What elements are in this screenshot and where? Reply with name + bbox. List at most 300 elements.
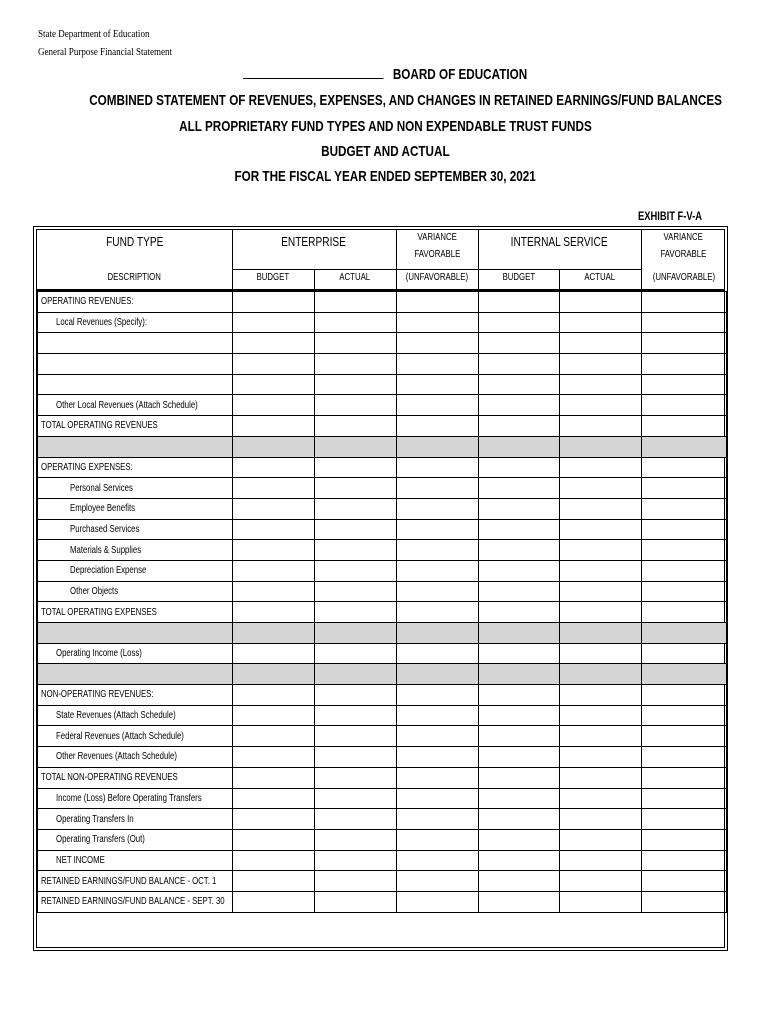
enterprise-budget-cell[interactable] (233, 498, 315, 519)
table-row (38, 312, 727, 333)
internal-actual-cell[interactable] (560, 312, 642, 333)
internal-variance-cell[interactable] (642, 498, 727, 519)
internal-variance-cell[interactable] (642, 850, 727, 871)
internal-budget-cell (479, 664, 560, 685)
enterprise-budget-cell[interactable] (233, 685, 315, 706)
internal-variance-cell[interactable] (642, 395, 727, 416)
internal-variance-cell[interactable] (642, 581, 727, 602)
enterprise-budget-cell[interactable] (233, 395, 315, 416)
table-row (38, 457, 727, 478)
internal-actual-cell[interactable] (560, 354, 642, 375)
row-description-cell (38, 829, 233, 850)
internal-budget-cell[interactable] (479, 354, 560, 375)
row-description-cell (38, 705, 233, 726)
internal-service-text: INTERNAL SERVICE (511, 234, 608, 249)
internal-budget-cell[interactable] (479, 395, 560, 416)
exhibit-text: EXHIBIT F-V-A (638, 209, 702, 223)
table-row (38, 747, 727, 768)
internal-variance-header (641, 232, 726, 243)
enterprise-actual-cell[interactable] (315, 602, 397, 623)
enterprise-variance-cell[interactable] (397, 643, 479, 664)
internal-variance-cell[interactable] (642, 809, 727, 830)
internal-unfavorable-header (641, 272, 726, 283)
internal-variance-cell[interactable] (642, 705, 727, 726)
internal-variance-cell[interactable] (642, 457, 727, 478)
enterprise-budget-cell[interactable] (233, 478, 315, 499)
internal-variance-cell[interactable] (642, 891, 727, 912)
enterprise-actual-cell[interactable] (315, 705, 397, 726)
enterprise-actual-cell[interactable] (315, 519, 397, 540)
internal-service-header (478, 234, 641, 249)
row-label: OPERATING EXPENSES: (41, 461, 133, 473)
row-label: Other Revenues (Attach Schedule) (56, 751, 177, 763)
department-name: State Department of Education (38, 28, 150, 40)
internal-actual-cell[interactable] (560, 747, 642, 768)
row-label: Purchased Services (70, 523, 140, 535)
internal-actual-cell[interactable] (560, 581, 642, 602)
internal-actual-cell[interactable] (560, 891, 642, 912)
enterprise-actual-cell[interactable] (315, 871, 397, 892)
enterprise-budget-cell[interactable] (233, 829, 315, 850)
enterprise-variance-cell[interactable] (397, 560, 479, 581)
enterprise-actual-text: ACTUAL (339, 272, 371, 283)
internal-variance-cell[interactable] (642, 643, 727, 664)
enterprise-unfavorable-header (396, 272, 478, 283)
enterprise-variance-cell[interactable] (397, 850, 479, 871)
internal-actual-cell[interactable] (560, 809, 642, 830)
table-row (38, 643, 727, 664)
row-label: TOTAL OPERATING REVENUES (41, 420, 158, 432)
row-description-cell[interactable] (38, 623, 233, 644)
internal-budget-cell[interactable] (479, 519, 560, 540)
table-row (38, 416, 727, 437)
enterprise-actual-cell[interactable] (315, 374, 397, 395)
enterprise-budget-cell[interactable] (233, 891, 315, 912)
internal-budget-cell[interactable] (479, 292, 560, 313)
internal-budget-cell[interactable] (479, 643, 560, 664)
internal-variance-cell[interactable] (642, 292, 727, 313)
table-row (38, 850, 727, 871)
internal-budget-cell[interactable] (479, 312, 560, 333)
internal-actual-cell[interactable] (560, 333, 642, 354)
enterprise-budget-header (232, 272, 314, 283)
table-row (38, 540, 727, 561)
exhibit-label (600, 209, 740, 223)
internal-variance-cell[interactable] (642, 602, 727, 623)
enterprise-variance-cell (397, 623, 479, 644)
internal-budget-cell[interactable] (479, 747, 560, 768)
row-description-cell (38, 540, 233, 561)
row-label: Materials & Supplies (70, 544, 142, 556)
internal-actual-cell[interactable] (560, 478, 642, 499)
enterprise-favorable-header (396, 249, 478, 260)
enterprise-unfavorable-text: (UNFAVORABLE) (405, 272, 469, 283)
row-description-cell (38, 581, 233, 602)
enterprise-variance-cell[interactable] (397, 333, 479, 354)
enterprise-variance-cell (397, 664, 479, 685)
row-description-cell[interactable] (38, 333, 233, 354)
enterprise-variance-cell[interactable] (397, 809, 479, 830)
enterprise-header (232, 234, 396, 249)
internal-budget-cell[interactable] (479, 498, 560, 519)
enterprise-actual-cell[interactable] (315, 478, 397, 499)
enterprise-budget-cell[interactable] (233, 809, 315, 830)
internal-actual-cell[interactable] (560, 395, 642, 416)
enterprise-budget-cell[interactable] (233, 416, 315, 437)
enterprise-variance-cell[interactable] (397, 788, 479, 809)
enterprise-actual-header (314, 272, 396, 283)
enterprise-variance-cell[interactable] (397, 354, 479, 375)
table-row (38, 705, 727, 726)
enterprise-budget-cell[interactable] (233, 850, 315, 871)
row-description-cell[interactable] (38, 354, 233, 375)
internal-budget-cell[interactable] (479, 416, 560, 437)
enterprise-budget-cell[interactable] (233, 457, 315, 478)
internal-variance-cell[interactable] (642, 416, 727, 437)
enterprise-budget-cell[interactable] (233, 354, 315, 375)
table-row (38, 333, 727, 354)
table-row (38, 395, 727, 416)
enterprise-variance-cell[interactable] (397, 519, 479, 540)
enterprise-budget-cell[interactable] (233, 560, 315, 581)
internal-actual-cell (560, 664, 642, 685)
row-description-cell (38, 478, 233, 499)
internal-variance-cell[interactable] (642, 519, 727, 540)
enterprise-actual-cell[interactable] (315, 788, 397, 809)
column-header (37, 230, 724, 291)
enterprise-budget-cell[interactable] (233, 292, 315, 313)
internal-actual-cell[interactable] (560, 519, 642, 540)
internal-actual-header (559, 272, 641, 283)
enterprise-actual-cell (315, 436, 397, 457)
title-line-2 (0, 118, 770, 135)
enterprise-variance-cell[interactable] (397, 416, 479, 437)
internal-variance-cell[interactable] (642, 354, 727, 375)
title-line-4 (0, 168, 770, 185)
row-description-cell (38, 747, 233, 768)
enterprise-budget-cell[interactable] (233, 581, 315, 602)
statement-table (37, 291, 727, 913)
row-description-cell (38, 416, 233, 437)
internal-variance-cell (642, 664, 727, 685)
enterprise-variance-cell[interactable] (397, 829, 479, 850)
enterprise-actual-cell[interactable] (315, 581, 397, 602)
board-title-line (0, 66, 770, 83)
table-row (38, 871, 727, 892)
internal-budget-cell[interactable] (479, 560, 560, 581)
internal-actual-cell[interactable] (560, 850, 642, 871)
description-text: DESCRIPTION (107, 272, 162, 283)
enterprise-budget-cell[interactable] (233, 767, 315, 788)
row-label: Other Local Revenues (Attach Schedule) (56, 399, 198, 411)
internal-budget-cell[interactable] (479, 726, 560, 747)
internal-variance-text: VARIANCE (663, 232, 704, 243)
enterprise-actual-cell[interactable] (315, 726, 397, 747)
table-row (38, 292, 727, 313)
enterprise-actual-cell (315, 623, 397, 644)
row-label: State Revenues (Attach Schedule) (56, 710, 176, 722)
enterprise-variance-cell[interactable] (397, 292, 479, 313)
internal-actual-cell[interactable] (560, 726, 642, 747)
row-label: Depreciation Expense (70, 565, 147, 577)
budget-actual-title: BUDGET AND ACTUAL (320, 143, 450, 160)
row-description-cell[interactable] (38, 436, 233, 457)
row-description-cell (38, 457, 233, 478)
grid-inner-frame (36, 229, 725, 948)
enterprise-budget-cell[interactable] (233, 788, 315, 809)
internal-actual-cell[interactable] (560, 416, 642, 437)
table-row (38, 602, 727, 623)
internal-favorable-header (641, 249, 726, 260)
enterprise-variance-cell (397, 436, 479, 457)
enterprise-budget-cell (233, 664, 315, 685)
enterprise-variance-cell[interactable] (397, 891, 479, 912)
enterprise-budget-cell[interactable] (233, 747, 315, 768)
enterprise-variance-cell[interactable] (397, 767, 479, 788)
table-row (38, 809, 727, 830)
enterprise-variance-header (396, 232, 478, 243)
internal-variance-cell[interactable] (642, 374, 727, 395)
enterprise-variance-cell[interactable] (397, 478, 479, 499)
row-description-cell (38, 519, 233, 540)
row-description-cell (38, 788, 233, 809)
internal-variance-cell[interactable] (642, 726, 727, 747)
enterprise-actual-cell[interactable] (315, 457, 397, 478)
table-row (38, 374, 727, 395)
internal-budget-cell[interactable] (479, 540, 560, 561)
board-name-blank[interactable] (243, 66, 383, 79)
internal-variance-cell[interactable] (642, 312, 727, 333)
fund-type-header (37, 234, 232, 249)
row-description-cell (38, 560, 233, 581)
table-row (38, 788, 727, 809)
internal-budget-cell[interactable] (479, 891, 560, 912)
internal-actual-cell[interactable] (560, 788, 642, 809)
internal-variance-cell (642, 436, 727, 457)
row-label: TOTAL NON-OPERATING REVENUES (41, 772, 178, 784)
enterprise-actual-cell[interactable] (315, 767, 397, 788)
internal-budget-cell[interactable] (479, 871, 560, 892)
row-label: Employee Benefits (70, 503, 136, 515)
enterprise-actual-cell[interactable] (315, 891, 397, 912)
enterprise-actual-cell[interactable] (315, 850, 397, 871)
table-row (38, 891, 727, 912)
enterprise-budget-cell[interactable] (233, 705, 315, 726)
internal-actual-cell[interactable] (560, 643, 642, 664)
title-line-1 (0, 92, 770, 109)
internal-variance-cell[interactable] (642, 685, 727, 706)
statement-title: COMBINED STATEMENT OF REVENUES, EXPENSES, AND CHANGES IN RETAINED EARNINGS/FUND BALANCES (89, 92, 722, 109)
table-row (38, 560, 727, 581)
row-label: Operating Transfers In (56, 813, 134, 825)
internal-variance-cell[interactable] (642, 871, 727, 892)
enterprise-budget-cell[interactable] (233, 726, 315, 747)
internal-budget-cell[interactable] (479, 602, 560, 623)
enterprise-variance-cell[interactable] (397, 540, 479, 561)
table-row (38, 623, 727, 644)
internal-variance-cell[interactable] (642, 560, 727, 581)
internal-actual-cell[interactable] (560, 540, 642, 561)
row-description-cell (38, 850, 233, 871)
row-description-cell[interactable] (38, 664, 233, 685)
enterprise-actual-cell[interactable] (315, 829, 397, 850)
internal-actual-cell[interactable] (560, 498, 642, 519)
enterprise-favorable-text: FAVORABLE (414, 249, 460, 260)
enterprise-text: ENTERPRISE (281, 234, 347, 249)
board-title: BOARD OF EDUCATION (392, 66, 528, 83)
enterprise-budget-cell[interactable] (233, 540, 315, 561)
enterprise-actual-cell[interactable] (315, 395, 397, 416)
description-header (37, 272, 232, 283)
row-label: Operating Income (Loss) (56, 648, 142, 660)
internal-actual-cell[interactable] (560, 705, 642, 726)
internal-actual-cell (560, 623, 642, 644)
internal-actual-cell[interactable] (560, 685, 642, 706)
enterprise-actual-cell[interactable] (315, 416, 397, 437)
internal-budget-cell[interactable] (479, 767, 560, 788)
enterprise-actual-cell[interactable] (315, 560, 397, 581)
row-label: OPERATING REVENUES: (41, 296, 134, 308)
enterprise-variance-cell[interactable] (397, 498, 479, 519)
internal-budget-cell[interactable] (479, 685, 560, 706)
internal-actual-cell (560, 436, 642, 457)
row-label: TOTAL OPERATING EXPENSES (41, 606, 157, 618)
enterprise-actual-cell[interactable] (315, 540, 397, 561)
internal-budget-cell[interactable] (479, 809, 560, 830)
statement-grid (33, 226, 728, 951)
row-label: Other Objects (70, 585, 119, 597)
enterprise-actual-cell (315, 664, 397, 685)
internal-actual-cell[interactable] (560, 767, 642, 788)
enterprise-variance-cell[interactable] (397, 726, 479, 747)
enterprise-variance-cell[interactable] (397, 747, 479, 768)
internal-budget-cell[interactable] (479, 457, 560, 478)
enterprise-variance-cell[interactable] (397, 374, 479, 395)
internal-variance-cell[interactable] (642, 333, 727, 354)
row-description-cell (38, 891, 233, 912)
internal-actual-text: ACTUAL (584, 272, 616, 283)
enterprise-budget-cell[interactable] (233, 643, 315, 664)
internal-actual-cell[interactable] (560, 374, 642, 395)
internal-budget-header (478, 272, 559, 283)
table-row (38, 354, 727, 375)
internal-budget-cell[interactable] (479, 374, 560, 395)
internal-variance-cell[interactable] (642, 540, 727, 561)
row-description-cell (38, 312, 233, 333)
internal-variance-cell[interactable] (642, 829, 727, 850)
row-label: RETAINED EARNINGS/FUND BALANCE - SEPT. 30 (41, 896, 225, 908)
fund-type-text: FUND TYPE (105, 234, 164, 249)
row-label: Personal Services (70, 482, 133, 494)
enterprise-actual-cell[interactable] (315, 333, 397, 354)
table-row (38, 436, 727, 457)
row-description-cell (38, 809, 233, 830)
internal-budget-cell[interactable] (479, 788, 560, 809)
fund-types-title: ALL PROPRIETARY FUND TYPES AND NON EXPENDABLE TRUST FUNDS (178, 118, 592, 135)
enterprise-actual-cell[interactable] (315, 292, 397, 313)
internal-actual-cell[interactable] (560, 292, 642, 313)
row-label: Operating Transfers (Out) (56, 834, 145, 846)
table-row (38, 685, 727, 706)
enterprise-actual-cell[interactable] (315, 354, 397, 375)
row-description-cell (38, 643, 233, 664)
enterprise-variance-cell[interactable] (397, 602, 479, 623)
table-row (38, 726, 727, 747)
enterprise-actual-cell[interactable] (315, 643, 397, 664)
enterprise-variance-cell[interactable] (397, 705, 479, 726)
row-label: NET INCOME (56, 854, 105, 866)
row-description-cell (38, 767, 233, 788)
row-label: NON-OPERATING REVENUES: (41, 689, 154, 701)
title-line-3 (0, 143, 770, 160)
row-label: Federal Revenues (Attach Schedule) (56, 730, 184, 742)
internal-budget-cell[interactable] (479, 581, 560, 602)
enterprise-variance-cell[interactable] (397, 312, 479, 333)
internal-actual-cell[interactable] (560, 602, 642, 623)
internal-actual-cell[interactable] (560, 560, 642, 581)
internal-variance-cell[interactable] (642, 747, 727, 768)
internal-actual-cell[interactable] (560, 457, 642, 478)
internal-actual-cell[interactable] (560, 829, 642, 850)
enterprise-budget-cell[interactable] (233, 871, 315, 892)
enterprise-actual-cell[interactable] (315, 685, 397, 706)
enterprise-variance-text: VARIANCE (417, 232, 457, 243)
internal-budget-cell[interactable] (479, 850, 560, 871)
row-description-cell (38, 292, 233, 313)
enterprise-budget-cell[interactable] (233, 374, 315, 395)
enterprise-budget-text: BUDGET (256, 272, 290, 283)
enterprise-variance-cell[interactable] (397, 581, 479, 602)
internal-actual-cell[interactable] (560, 871, 642, 892)
internal-budget-cell (479, 436, 560, 457)
enterprise-actual-cell[interactable] (315, 809, 397, 830)
internal-favorable-text: FAVORABLE (660, 249, 707, 260)
row-description-cell (38, 685, 233, 706)
enterprise-actual-cell[interactable] (315, 498, 397, 519)
table-row (38, 829, 727, 850)
internal-budget-cell[interactable] (479, 333, 560, 354)
enterprise-budget-cell[interactable] (233, 519, 315, 540)
internal-budget-cell[interactable] (479, 705, 560, 726)
row-description-cell (38, 726, 233, 747)
fiscal-year-title: FOR THE FISCAL YEAR ENDED SEPTEMBER 30, 2021 (234, 168, 536, 185)
table-row (38, 498, 727, 519)
enterprise-budget-cell[interactable] (233, 333, 315, 354)
row-label: Local Revenues (Specify): (56, 317, 148, 329)
enterprise-budget-cell[interactable] (233, 602, 315, 623)
row-description-cell (38, 602, 233, 623)
enterprise-budget-cell (233, 623, 315, 644)
enterprise-actual-cell[interactable] (315, 312, 397, 333)
internal-variance-cell[interactable] (642, 767, 727, 788)
enterprise-actual-cell[interactable] (315, 747, 397, 768)
table-row (38, 767, 727, 788)
enterprise-variance-cell[interactable] (397, 871, 479, 892)
enterprise-variance-cell[interactable] (397, 457, 479, 478)
row-label: Income (Loss) Before Operating Transfers (56, 792, 202, 804)
internal-budget-cell (479, 623, 560, 644)
statement-subtitle: General Purpose Financial Statement (38, 46, 173, 58)
enterprise-variance-cell[interactable] (397, 685, 479, 706)
row-description-cell (38, 871, 233, 892)
row-description-cell[interactable] (38, 374, 233, 395)
enterprise-variance-cell[interactable] (397, 395, 479, 416)
internal-budget-cell[interactable] (479, 478, 560, 499)
internal-variance-cell[interactable] (642, 478, 727, 499)
internal-budget-cell[interactable] (479, 829, 560, 850)
internal-variance-cell[interactable] (642, 788, 727, 809)
enterprise-budget-cell[interactable] (233, 312, 315, 333)
